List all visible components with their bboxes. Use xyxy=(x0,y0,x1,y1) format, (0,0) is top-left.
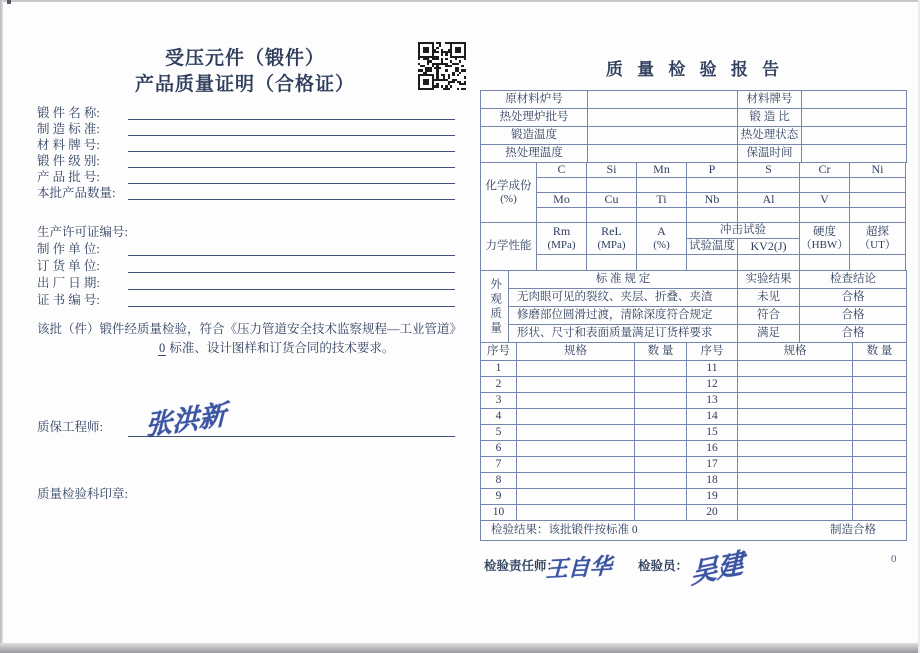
chem-section-label xyxy=(481,163,537,223)
table-row xyxy=(481,91,907,109)
blank-line xyxy=(128,259,455,273)
result-conclusion: 制造合格 xyxy=(830,523,876,536)
cell-value xyxy=(738,505,853,521)
blank-line xyxy=(128,276,455,290)
mech-col-label: ReL xyxy=(601,224,622,239)
cell-value xyxy=(635,457,687,473)
chem-header-row2 xyxy=(481,193,906,208)
cell-value xyxy=(738,489,853,505)
row-number: 4 xyxy=(481,409,517,425)
element-symbol: Nb xyxy=(687,193,738,208)
cell-value xyxy=(738,178,800,193)
result-row xyxy=(481,521,907,541)
inspector-signature: 吴建 xyxy=(689,546,750,590)
field-batch-quantity xyxy=(37,184,455,200)
row-number: 2 xyxy=(481,377,517,393)
table-row xyxy=(481,361,907,377)
cell-value xyxy=(687,255,738,271)
info-table xyxy=(480,90,907,163)
cell-value xyxy=(635,441,687,457)
field-manufacture-standard xyxy=(37,120,455,136)
appearance-header-row xyxy=(481,271,907,289)
cell-value xyxy=(687,178,738,193)
scan-edge-bottom xyxy=(0,643,920,653)
report-title: 质 量 检 验 报 告 xyxy=(605,60,785,79)
cell-value xyxy=(853,409,907,425)
row-number: 7 xyxy=(481,457,517,473)
element-symbol: S xyxy=(738,163,800,178)
certificate-fields-group2 xyxy=(37,222,455,307)
cell-value xyxy=(517,457,635,473)
ut-label: 超探 xyxy=(866,225,889,238)
blank-line xyxy=(128,186,455,200)
cell-value xyxy=(587,208,637,223)
cell-label: 热处理状态 xyxy=(738,127,802,145)
cell-value xyxy=(738,441,853,457)
appearance-row xyxy=(481,289,907,307)
row-number: 18 xyxy=(687,473,738,489)
certificate-title-line2: 产品质量证明（合格证） xyxy=(134,74,355,95)
table-row xyxy=(481,127,907,145)
blank-line xyxy=(128,170,455,184)
cell-value xyxy=(588,127,738,145)
scan-artifact xyxy=(7,0,11,4)
cell-label: 锻造温度 xyxy=(481,127,588,145)
result-value: 满足 xyxy=(738,325,800,343)
result-value: 符合 xyxy=(738,307,800,325)
field-label: 证 书 编 号: xyxy=(37,293,100,307)
cell-value xyxy=(853,473,907,489)
cell-value xyxy=(738,473,853,489)
mech-value-row xyxy=(481,255,906,271)
cell-value xyxy=(800,178,850,193)
cell-label: 锻 造 比 xyxy=(738,109,802,127)
conformity-statement-line1: 该批（件）锻件经质量检验，符合《压力管道安全技术监察规程—工业管道》 xyxy=(37,322,463,336)
chem-mech-table xyxy=(480,162,906,271)
cell-value xyxy=(738,361,853,377)
impact-kv-header: KV2(J) xyxy=(738,239,800,255)
standard-text: 无肉眼可见的裂纹、夹层、折叠、夹渣 xyxy=(509,289,738,307)
element-symbol xyxy=(850,193,906,208)
cell-value xyxy=(588,91,738,109)
cell-value xyxy=(853,457,907,473)
cell-value xyxy=(853,489,907,505)
field-label: 订 货 单 位: xyxy=(37,259,100,273)
inspection-seal-label: 质量检验科印章: xyxy=(37,487,128,501)
row-number: 12 xyxy=(687,377,738,393)
table-row xyxy=(481,505,907,521)
field-label: 生产许可证编号: xyxy=(37,225,128,239)
col-header: 序号 xyxy=(687,343,738,361)
result-label: 检验结果：该批锻件按标准 0 xyxy=(491,523,638,536)
element-symbol: Cr xyxy=(800,163,850,178)
blank-line xyxy=(128,242,455,256)
cell-value xyxy=(738,377,853,393)
cell-value xyxy=(850,255,906,271)
result-value: 未见 xyxy=(738,289,800,307)
row-number: 10 xyxy=(481,505,517,521)
field-label: 材 料 牌 号: xyxy=(37,138,100,152)
mech-col-rel xyxy=(587,223,637,255)
certificate-title-line1: 受压元件（锻件） xyxy=(164,48,325,69)
qa-engineer-label: 质保工程师: xyxy=(37,420,103,434)
chem-label: 化学成份 xyxy=(485,179,532,192)
cell-value xyxy=(802,109,907,127)
appearance-section-label: 外观质量 xyxy=(481,271,509,343)
blank-line xyxy=(128,122,455,136)
element-symbol: Cu xyxy=(587,193,637,208)
field-label: 锻 件 级 别: xyxy=(37,154,100,168)
table-row xyxy=(481,409,907,425)
row-number: 11 xyxy=(687,361,738,377)
hardness-header xyxy=(800,223,850,255)
row-number: 20 xyxy=(687,505,738,521)
col-header: 序号 xyxy=(481,343,517,361)
row-number: 3 xyxy=(481,393,517,409)
impact-temp-header: 试验温度 xyxy=(687,239,738,255)
cell-value xyxy=(517,425,635,441)
cell-value xyxy=(800,255,850,271)
chem-header-row1 xyxy=(481,163,906,178)
cell-value xyxy=(517,489,635,505)
result-cell xyxy=(481,521,907,541)
row-number: 19 xyxy=(687,489,738,505)
field-certificate-number xyxy=(37,290,455,307)
table-row xyxy=(481,145,907,163)
report-table xyxy=(480,90,906,541)
ut-unit: （UT） xyxy=(859,238,896,251)
field-product-batch xyxy=(37,168,455,184)
element-symbol: Ti xyxy=(637,193,687,208)
appearance-row xyxy=(481,307,907,325)
field-label: 制 作 单 位: xyxy=(37,242,100,256)
cell-label: 材料牌号 xyxy=(738,91,802,109)
cell-value xyxy=(537,255,587,271)
field-label: 锻 件 名 称: xyxy=(37,106,100,120)
col-header: 规格 xyxy=(517,343,635,361)
conformity-statement-line2 xyxy=(158,340,394,356)
conclusion-header: 检查结论 xyxy=(800,271,907,289)
element-symbol: Si xyxy=(587,163,637,178)
cell-value xyxy=(853,505,907,521)
row-number: 13 xyxy=(687,393,738,409)
responsible-inspector-label: 检验责任师： xyxy=(484,559,560,573)
cell-value xyxy=(587,255,637,271)
cell-value xyxy=(637,255,687,271)
col-header: 数 量 xyxy=(853,343,907,361)
table-row xyxy=(481,425,907,441)
stray-mark: 0 xyxy=(891,553,897,565)
conclusion-value: 合格 xyxy=(800,325,907,343)
cell-value xyxy=(517,409,635,425)
impact-test-header: 冲击试验 xyxy=(687,223,800,239)
table-row xyxy=(481,109,907,127)
cell-value xyxy=(853,377,907,393)
cell-value xyxy=(637,178,687,193)
scan-edge-top xyxy=(0,0,920,2)
element-symbol: Ni xyxy=(850,163,906,178)
cell-value xyxy=(517,377,635,393)
scan-edge-left xyxy=(0,0,3,653)
field-label: 产 品 批 号: xyxy=(37,170,100,184)
cell-value xyxy=(635,473,687,489)
mech-header-row1 xyxy=(481,223,906,239)
cell-value xyxy=(802,127,907,145)
cell-label: 热处理温度 xyxy=(481,145,588,163)
standard-number: 0 xyxy=(159,341,166,355)
cell-value xyxy=(588,109,738,127)
cell-value xyxy=(738,208,800,223)
table-row xyxy=(481,473,907,489)
qr-code-icon xyxy=(418,42,466,90)
inspector-label: 检验员： xyxy=(638,559,689,573)
result-header: 实验结果 xyxy=(738,271,800,289)
qa-engineer-signature: 张洪新 xyxy=(143,398,232,442)
signature-line xyxy=(128,436,455,437)
cell-value xyxy=(588,145,738,163)
statement-text: 标准、设计图样和订货合同的技术要求。 xyxy=(169,341,395,355)
cell-value xyxy=(517,393,635,409)
cell-value xyxy=(738,457,853,473)
cell-value xyxy=(850,208,906,223)
chem-value-row1 xyxy=(481,178,906,193)
col-header: 数 量 xyxy=(635,343,687,361)
cell-value xyxy=(635,361,687,377)
mech-col-label: A xyxy=(657,224,666,239)
table-row xyxy=(481,457,907,473)
items-header-row xyxy=(481,343,907,361)
cell-value xyxy=(800,208,850,223)
field-label: 本批产品数量: xyxy=(37,186,116,200)
appearance-table xyxy=(480,270,907,343)
cell-value xyxy=(853,441,907,457)
field-material-grade xyxy=(37,136,455,152)
mech-col-unit: (%) xyxy=(653,239,670,252)
cell-value xyxy=(738,409,853,425)
cell-value xyxy=(853,361,907,377)
certificate-title xyxy=(80,46,410,98)
field-delivery-date xyxy=(37,273,455,290)
cell-label: 热处理炉批号 xyxy=(481,109,588,127)
blank-line xyxy=(128,154,455,168)
mech-col-label: Rm xyxy=(552,224,571,239)
cell-value xyxy=(635,393,687,409)
items-table xyxy=(480,342,907,541)
element-symbol: C xyxy=(537,163,587,178)
cell-value xyxy=(517,361,635,377)
cell-value xyxy=(517,441,635,457)
blank-line xyxy=(128,106,455,120)
field-label: 出 厂 日 期: xyxy=(37,276,100,290)
cell-value xyxy=(635,505,687,521)
cell-value xyxy=(738,393,853,409)
responsible-inspector-signature: 王自华 xyxy=(544,553,618,582)
row-number: 5 xyxy=(481,425,517,441)
cell-value xyxy=(850,178,906,193)
cell-value xyxy=(517,505,635,521)
table-row xyxy=(481,377,907,393)
cell-value xyxy=(635,489,687,505)
standard-text: 修磨部位圆滑过渡，清除深度符合规定 xyxy=(509,307,738,325)
row-number: 8 xyxy=(481,473,517,489)
cell-value xyxy=(802,91,907,109)
cell-value xyxy=(637,208,687,223)
conclusion-value: 合格 xyxy=(800,307,907,325)
row-number: 9 xyxy=(481,489,517,505)
table-row xyxy=(481,393,907,409)
element-symbol: Mo xyxy=(537,193,587,208)
cell-value xyxy=(537,178,587,193)
standard-header: 标 准 规 定 xyxy=(509,271,738,289)
element-symbol: V xyxy=(800,193,850,208)
field-production-license xyxy=(37,222,455,239)
cell-value xyxy=(517,473,635,489)
mech-col-unit: (MPa) xyxy=(597,239,626,252)
table-row xyxy=(481,489,907,505)
element-symbol: Mn xyxy=(637,163,687,178)
field-manufacturer xyxy=(37,239,455,256)
cell-value xyxy=(687,208,738,223)
row-number: 17 xyxy=(687,457,738,473)
cell-label: 保温时间 xyxy=(738,145,802,163)
cell-value xyxy=(738,255,800,271)
field-ordering-unit xyxy=(37,256,455,273)
mech-col-a xyxy=(637,223,687,255)
cell-label: 原材料炉号 xyxy=(481,91,588,109)
chem-unit: (%) xyxy=(500,192,517,205)
row-number: 6 xyxy=(481,441,517,457)
cell-value xyxy=(635,425,687,441)
cell-value xyxy=(587,178,637,193)
field-label: 制 造 标 准: xyxy=(37,122,100,136)
cell-value xyxy=(853,393,907,409)
cell-value xyxy=(738,425,853,441)
mech-col-rm xyxy=(537,223,587,255)
cell-value xyxy=(802,145,907,163)
element-symbol: P xyxy=(687,163,738,178)
hardness-label: 硬度 xyxy=(813,225,836,238)
field-forging-class xyxy=(37,152,455,168)
blank-line xyxy=(128,293,455,307)
mech-section-label: 力学性能 xyxy=(481,223,537,271)
hardness-unit: （HBW） xyxy=(800,238,849,251)
mech-col-unit: (MPa) xyxy=(547,239,576,252)
row-number: 16 xyxy=(687,441,738,457)
chem-value-row2 xyxy=(481,208,906,223)
row-number: 14 xyxy=(687,409,738,425)
row-number: 1 xyxy=(481,361,517,377)
standard-text: 形状、尺寸和表面质量满足订货样要求 xyxy=(509,325,738,343)
appearance-row xyxy=(481,325,907,343)
cell-value xyxy=(635,409,687,425)
certificate-fields-group1 xyxy=(37,104,455,200)
cell-value xyxy=(853,425,907,441)
element-symbol: Al xyxy=(738,193,800,208)
ut-header xyxy=(850,223,906,255)
table-row xyxy=(481,441,907,457)
cell-value xyxy=(537,208,587,223)
cell-value xyxy=(635,377,687,393)
col-header: 规格 xyxy=(738,343,853,361)
field-forging-name xyxy=(37,104,455,120)
blank-line xyxy=(128,138,455,152)
row-number: 15 xyxy=(687,425,738,441)
conclusion-value: 合格 xyxy=(800,289,907,307)
